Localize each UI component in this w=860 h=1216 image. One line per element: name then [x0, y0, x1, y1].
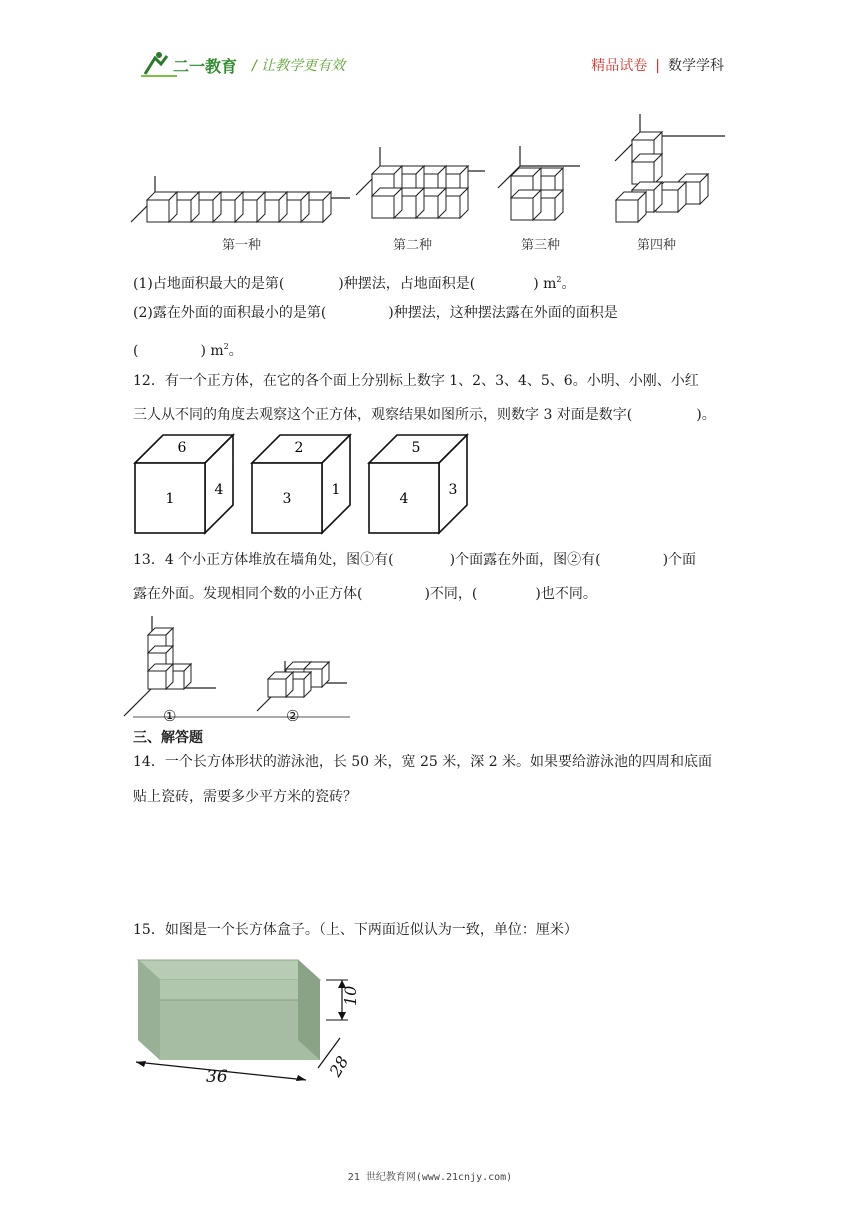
tag-premium: 精品试卷 [591, 58, 648, 74]
footer-text: 21 世纪教育网(www.21cnjy.com) [347, 1172, 513, 1183]
tag-subject: 数学学科 [668, 58, 724, 74]
cube-side-number: 3 [448, 482, 458, 498]
cube-top-number: 2 [294, 440, 304, 456]
dim-height-label: 10 [341, 985, 360, 1006]
cube [147, 192, 177, 222]
cube-top-number: 5 [411, 440, 421, 456]
q12-line1: 12．有一个正方体，在它的各个面上分别标上数字 1、2、3、4、5、6。小明、小刚、小红 [133, 373, 699, 389]
caption-3: 第三种 [521, 238, 561, 253]
dim-width-label: 28 [325, 1052, 353, 1080]
q14-line2: 贴上瓷砖，需要多少平方米的瓷砖？ [133, 789, 357, 805]
cube [632, 154, 662, 184]
cube [511, 190, 541, 220]
tag-separator: | [655, 58, 660, 74]
cube [616, 192, 646, 222]
cube [148, 664, 173, 689]
q13-figures [0, 605, 860, 725]
caption-1: 第一种 [222, 238, 262, 253]
figure-label-1: ① [163, 707, 177, 725]
q12-line2: 三人从不同的角度去观察这个正方体，观察结果如图所示，则数字 3 对面是数字( )。 [133, 407, 716, 423]
cube [268, 672, 293, 697]
q11-part2: (2)露在外面的面积最小的是第( )种摆法，这种摆法露在外面的面积是 [133, 305, 618, 321]
cube-front-number: 1 [165, 491, 175, 507]
dim-length-label: 36 [206, 1067, 228, 1087]
brand-name: 二一教育 [173, 57, 238, 76]
q15-line1: 15．如图是一个长方体盒子。（上、下两面近似认为一致，单位：厘米） [133, 922, 578, 938]
q12-cubes [0, 430, 860, 550]
cube-top-number: 6 [177, 440, 187, 456]
caption-4: 第四种 [637, 238, 677, 253]
figure-label-2: ② [286, 707, 300, 725]
section-title: 三、解答题 [133, 730, 203, 746]
q14-line1: 14．一个长方体形状的游泳池，长 50 米，宽 25 米，深 2 米。如果要给游泳池的四周和底面 [133, 754, 713, 770]
number-cube [252, 435, 350, 533]
cube-side-number: 4 [214, 482, 224, 498]
cube [372, 188, 402, 218]
q13-line2: 露在外面。发现相同个数的小正方体( )不同，( )也不同。 [133, 586, 597, 602]
number-cube [135, 435, 233, 533]
q13-line1: 13．4 个小正方体堆放在墙角处，图①有( )个面露在外面，图②有( )个面 [133, 552, 697, 568]
q11-part1: (1)占地面积最大的是第( )种摆法，占地面积是( ) $m^2$。 [133, 275, 576, 292]
box-figure [130, 958, 390, 1088]
slogan: / 让教学更有效 [252, 58, 346, 74]
cube-side-number: 1 [331, 482, 341, 498]
cube-front-number: 3 [282, 491, 292, 507]
q11-part2-answer: ( ) $m^2$。 [133, 342, 243, 359]
number-cube [369, 435, 467, 533]
caption-2: 第二种 [393, 238, 433, 253]
cube-front-number: 4 [399, 491, 409, 507]
q11-figures [0, 0, 860, 260]
